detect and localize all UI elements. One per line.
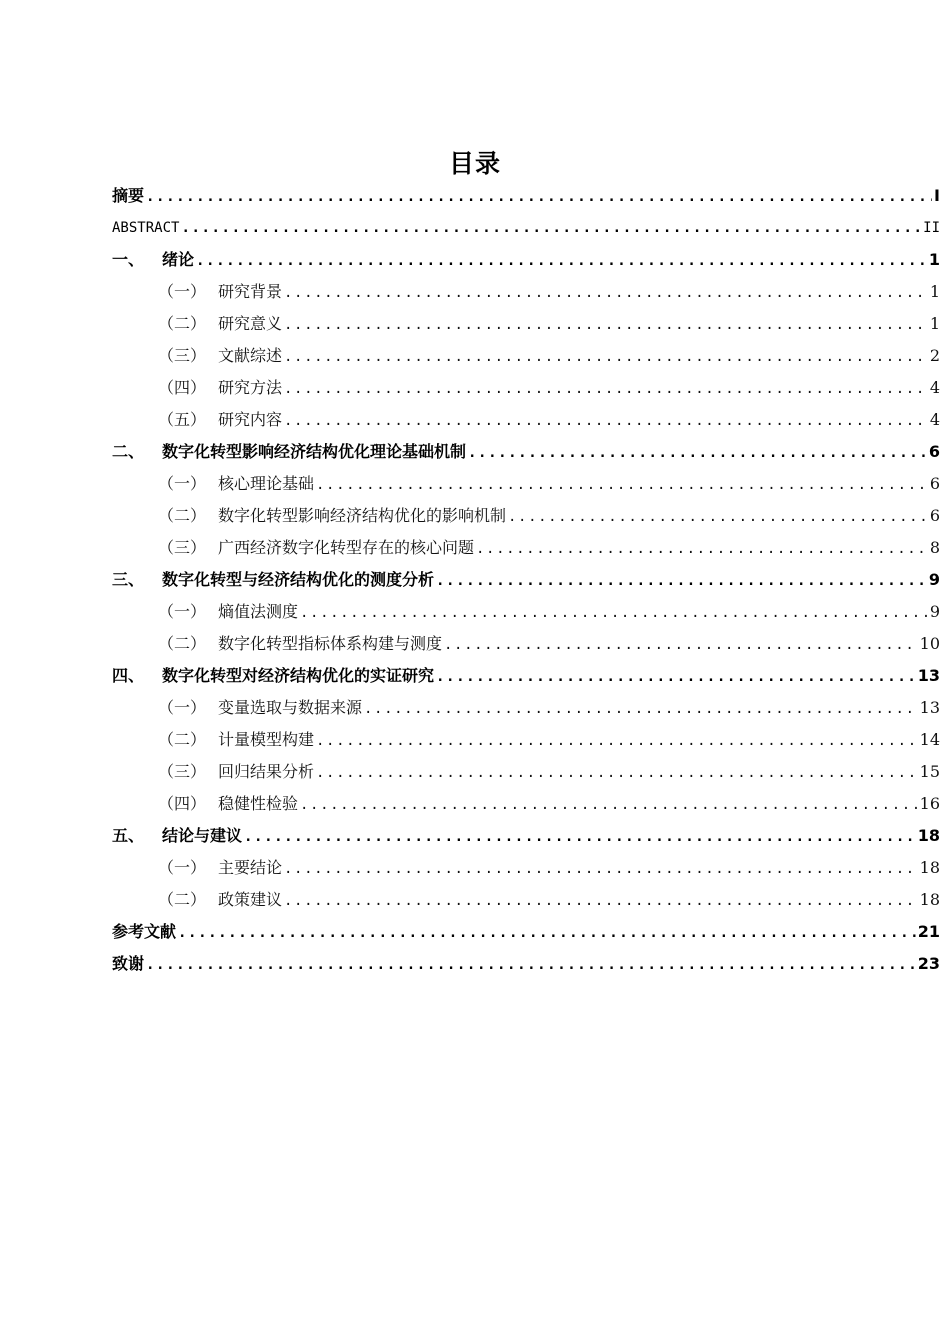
- toc-page-number: 13: [917, 666, 940, 685]
- toc-page-number: 23: [917, 954, 940, 973]
- toc-section-entry[interactable]: [112, 724, 940, 756]
- toc-section-entry[interactable]: [112, 276, 940, 308]
- toc-dot-leader: [444, 629, 918, 660]
- toc-entry-title: 数字化转型影响经济结构优化理论基础机制: [162, 442, 467, 461]
- toc-dot-leader: [284, 885, 918, 916]
- toc-entry-number: 一、: [112, 250, 145, 269]
- toc-page-number: II: [923, 220, 940, 236]
- toc-page-number: 6: [928, 442, 940, 461]
- toc-entry-title: 文献综述: [218, 346, 283, 365]
- toc-dot-leader: [436, 565, 927, 596]
- toc-entry-number: （一）: [158, 698, 207, 717]
- toc-entry-title: 熵值法测度: [218, 602, 299, 621]
- toc-page-number: 1: [929, 314, 940, 333]
- toc-entry-title: 政策建议: [218, 890, 283, 909]
- toc-page-number: 14: [919, 730, 940, 749]
- toc-page-number: 18: [917, 826, 940, 845]
- toc-section-entry[interactable]: [112, 468, 940, 500]
- toc-dot-leader: [284, 853, 918, 884]
- toc-section-entry[interactable]: [112, 692, 940, 724]
- toc-entry-title: 数字化转型对经济结构优化的实证研究: [162, 666, 435, 685]
- toc-entry-title: 摘要: [112, 186, 145, 205]
- toc-dot-leader: [146, 181, 932, 212]
- toc-entry-number: 二、: [112, 442, 145, 461]
- toc-dot-leader: [196, 245, 927, 276]
- toc-entry-number: （三）: [158, 346, 207, 365]
- toc-dot-leader: [146, 949, 916, 980]
- toc-page-number: 9: [929, 602, 940, 621]
- toc-section-entry[interactable]: [112, 596, 940, 628]
- toc-entry-number: 三、: [112, 570, 145, 589]
- toc-section-entry[interactable]: [112, 852, 940, 884]
- toc-entry-title: 研究背景: [218, 282, 283, 301]
- toc-dot-leader: [508, 501, 928, 532]
- toc-entry-title: 广西经济数字化转型存在的核心问题: [218, 538, 475, 557]
- toc-page-number: 6: [929, 506, 940, 525]
- toc-dot-leader: [244, 821, 916, 852]
- toc-section-entry[interactable]: [112, 340, 940, 372]
- toc-entry-title: 计量模型构建: [218, 730, 315, 749]
- toc-section-entry[interactable]: [112, 756, 940, 788]
- toc-section-entry[interactable]: [112, 308, 940, 340]
- toc-entry-number: （一）: [158, 474, 207, 493]
- toc-entry-number: （二）: [158, 314, 207, 333]
- toc-page-number: I: [934, 186, 940, 205]
- toc-entry-number: 五、: [112, 826, 145, 845]
- toc-dot-leader: [284, 309, 928, 340]
- toc-chapter-entry[interactable]: [112, 660, 940, 692]
- toc-page-number: 6: [929, 474, 940, 493]
- toc-entry-title: 变量选取与数据来源: [218, 698, 363, 717]
- toc-dot-leader: [468, 437, 927, 468]
- toc-dot-leader: [316, 469, 928, 500]
- toc-entry-title: 数字化转型与经济结构优化的测度分析: [162, 570, 435, 589]
- toc-section-entry[interactable]: [112, 404, 940, 436]
- toc-section-entry[interactable]: [112, 788, 940, 820]
- toc-section-entry[interactable]: [112, 628, 940, 660]
- toc-dot-leader: [436, 661, 916, 692]
- toc-entry-title: 结论与建议: [162, 826, 243, 845]
- toc-page-number: 2: [929, 346, 940, 365]
- toc-chapter-entry[interactable]: [112, 180, 940, 212]
- toc-entry-number: （三）: [158, 762, 207, 781]
- toc-entry-number: （一）: [158, 858, 207, 877]
- toc-page-number: 13: [919, 698, 940, 717]
- toc-page-number: 9: [928, 570, 940, 589]
- table-of-contents: [112, 180, 940, 980]
- toc-page-number: 1: [928, 250, 940, 269]
- toc-section-entry[interactable]: [112, 884, 940, 916]
- toc-page-number: 15: [919, 762, 940, 781]
- toc-entry-title: 致谢: [112, 954, 145, 973]
- toc-entry-number: （一）: [158, 282, 207, 301]
- toc-entry-number: （四）: [158, 794, 207, 813]
- toc-entry-number: （五）: [158, 410, 207, 429]
- toc-chapter-entry[interactable]: [112, 564, 940, 596]
- toc-entry-title: 核心理论基础: [218, 474, 315, 493]
- toc-chapter-entry[interactable]: [112, 948, 940, 980]
- toc-entry-number: 四、: [112, 666, 145, 685]
- toc-dot-leader: [300, 789, 918, 820]
- toc-entry-title: ABSTRACT: [112, 220, 180, 236]
- toc-entry-title: 研究内容: [218, 410, 283, 429]
- toc-page-number: 21: [917, 922, 940, 941]
- toc-chapter-entry[interactable]: [112, 244, 940, 276]
- toc-dot-leader: [316, 725, 918, 756]
- toc-entry-title: 研究方法: [218, 378, 283, 397]
- toc-section-entry[interactable]: [112, 500, 940, 532]
- toc-dot-leader: [178, 917, 916, 948]
- toc-chapter-entry[interactable]: [112, 436, 940, 468]
- toc-page-number: 16: [919, 794, 940, 813]
- toc-page-number: 1: [929, 282, 940, 301]
- toc-entry-number: （三）: [158, 538, 207, 557]
- toc-chapter-entry[interactable]: [112, 820, 940, 852]
- toc-dot-leader: [300, 597, 928, 628]
- toc-section-entry[interactable]: [112, 532, 940, 564]
- toc-dot-leader: [284, 341, 928, 372]
- toc-dot-leader: [284, 373, 928, 404]
- toc-entry-number: （二）: [158, 730, 207, 749]
- toc-page-number: 8: [929, 538, 940, 557]
- toc-dot-leader: [181, 212, 921, 244]
- toc-section-entry[interactable]: [112, 372, 940, 404]
- toc-entry-title: 数字化转型影响经济结构优化的影响机制: [218, 506, 507, 525]
- toc-entry-number: （二）: [158, 506, 207, 525]
- toc-chapter-entry[interactable]: [112, 212, 940, 244]
- toc-page-number: 18: [919, 890, 940, 909]
- toc-dot-leader: [476, 533, 928, 564]
- toc-entry-title: 稳健性检验: [218, 794, 299, 813]
- toc-page-number: 18: [919, 858, 940, 877]
- toc-page-number: 4: [929, 410, 940, 429]
- toc-entry-title: 主要结论: [218, 858, 283, 877]
- toc-entry-number: （一）: [158, 602, 207, 621]
- toc-entry-number: （二）: [158, 890, 207, 909]
- toc-chapter-entry[interactable]: [112, 916, 940, 948]
- toc-entry-title: 回归结果分析: [218, 762, 315, 781]
- toc-page-number: 4: [929, 378, 940, 397]
- toc-entry-number: （二）: [158, 634, 207, 653]
- toc-page-number: 10: [919, 634, 940, 653]
- toc-entry-number: （四）: [158, 378, 207, 397]
- toc-dot-leader: [284, 405, 928, 436]
- toc-dot-leader: [364, 693, 918, 724]
- toc-entry-title: 参考文献: [112, 922, 177, 941]
- toc-dot-leader: [284, 277, 928, 308]
- toc-entry-title: 研究意义: [218, 314, 283, 333]
- toc-dot-leader: [316, 757, 918, 788]
- toc-entry-title: 绪论: [162, 250, 195, 269]
- toc-title: 目录: [448, 149, 501, 178]
- toc-entry-title: 数字化转型指标体系构建与测度: [218, 634, 443, 653]
